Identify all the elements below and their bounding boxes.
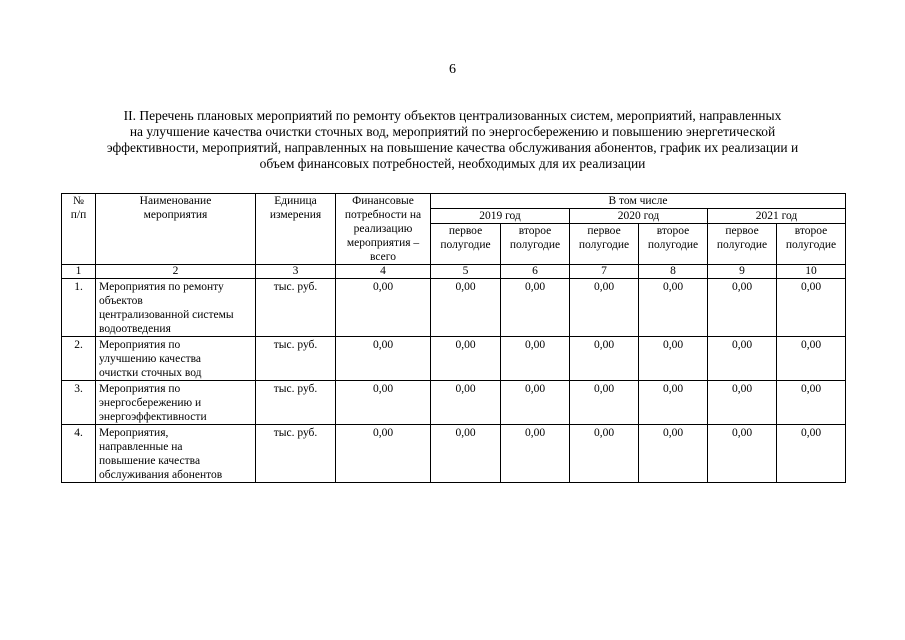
header-half: второе полугодие <box>501 224 570 265</box>
value-cell: 0,00 <box>639 337 708 381</box>
value-cell: 0,00 <box>336 381 431 425</box>
header-half: первое полугодие <box>570 224 639 265</box>
heading-line: II. Перечень плановых мероприятий по ремонту объектов централизованных систем, мероприятий, направленных <box>123 108 782 123</box>
page-number: 6 <box>449 62 456 77</box>
row-number: 4. <box>62 425 96 483</box>
header-unit: Единица измерения <box>256 194 336 265</box>
value-cell: 0,00 <box>639 381 708 425</box>
header-year-2020: 2020 год <box>570 209 708 224</box>
column-number: 1 <box>62 265 96 279</box>
value-cell: 0,00 <box>777 337 846 381</box>
table-row <box>62 381 846 425</box>
heading-line: объем финансовых потребностей, необходимых для их реализации <box>259 156 646 171</box>
column-numbers-row <box>62 265 846 279</box>
column-number: 5 <box>431 265 501 279</box>
value-cell: 0,00 <box>639 279 708 337</box>
heading-line: эффективности, мероприятий, направленных на повышение качества обслуживания абонентов, график их реализации и <box>106 140 799 155</box>
unit-cell: тыс. руб. <box>256 279 336 337</box>
value-cell: 0,00 <box>570 425 639 483</box>
row-number: 3. <box>62 381 96 425</box>
value-cell: 0,00 <box>431 425 501 483</box>
value-cell: 0,00 <box>570 279 639 337</box>
table-header <box>62 194 846 265</box>
column-number: 10 <box>777 265 846 279</box>
header-including: В том числе <box>431 194 846 209</box>
section-heading <box>40 108 865 172</box>
row-number: 1. <box>62 279 96 337</box>
unit-cell: тыс. руб. <box>256 337 336 381</box>
value-cell: 0,00 <box>639 425 708 483</box>
header-finance: Финансовые потребности на реализацию мероприятия – всего <box>336 194 431 265</box>
activity-name: Мероприятия по ремонту объектов централизованной системы водоотведения <box>96 279 256 337</box>
value-cell: 0,00 <box>501 337 570 381</box>
value-cell: 0,00 <box>501 381 570 425</box>
column-number: 4 <box>336 265 431 279</box>
header-half: первое полугодие <box>708 224 777 265</box>
value-cell: 0,00 <box>501 425 570 483</box>
value-cell: 0,00 <box>431 381 501 425</box>
value-cell: 0,00 <box>570 337 639 381</box>
value-cell: 0,00 <box>708 337 777 381</box>
header-half: второе полугодие <box>777 224 846 265</box>
value-cell: 0,00 <box>501 279 570 337</box>
header-num: № п/п <box>62 194 96 265</box>
row-number: 2. <box>62 337 96 381</box>
heading-line: на улучшение качества очистки сточных вод, мероприятий по энергосбережению и повышению энергетической <box>129 124 776 139</box>
unit-cell: тыс. руб. <box>256 381 336 425</box>
value-cell: 0,00 <box>708 425 777 483</box>
activities-table <box>61 193 846 483</box>
header-half: первое полугодие <box>431 224 501 265</box>
column-number: 7 <box>570 265 639 279</box>
unit-cell: тыс. руб. <box>256 425 336 483</box>
table-row <box>62 425 846 483</box>
column-number: 9 <box>708 265 777 279</box>
column-number: 2 <box>96 265 256 279</box>
activity-name: Мероприятия по улучшению качества очистки сточных вод <box>96 337 256 381</box>
value-cell: 0,00 <box>777 425 846 483</box>
value-cell: 0,00 <box>777 279 846 337</box>
value-cell: 0,00 <box>708 381 777 425</box>
table-row <box>62 337 846 381</box>
value-cell: 0,00 <box>431 279 501 337</box>
header-year-2021: 2021 год <box>708 209 846 224</box>
value-cell: 0,00 <box>777 381 846 425</box>
value-cell: 0,00 <box>708 279 777 337</box>
activity-name: Мероприятия, направленные на повышение качества обслуживания абонентов <box>96 425 256 483</box>
header-year-2019: 2019 год <box>431 209 570 224</box>
column-number: 6 <box>501 265 570 279</box>
header-name: Наименование мероприятия <box>96 194 256 265</box>
value-cell: 0,00 <box>336 337 431 381</box>
value-cell: 0,00 <box>336 279 431 337</box>
value-cell: 0,00 <box>336 425 431 483</box>
column-number: 3 <box>256 265 336 279</box>
header-half: второе полугодие <box>639 224 708 265</box>
table-row <box>62 279 846 337</box>
activity-name: Мероприятия по энергосбережению и энергоэффективности <box>96 381 256 425</box>
value-cell: 0,00 <box>431 337 501 381</box>
value-cell: 0,00 <box>570 381 639 425</box>
table-body <box>62 265 846 483</box>
column-number: 8 <box>639 265 708 279</box>
